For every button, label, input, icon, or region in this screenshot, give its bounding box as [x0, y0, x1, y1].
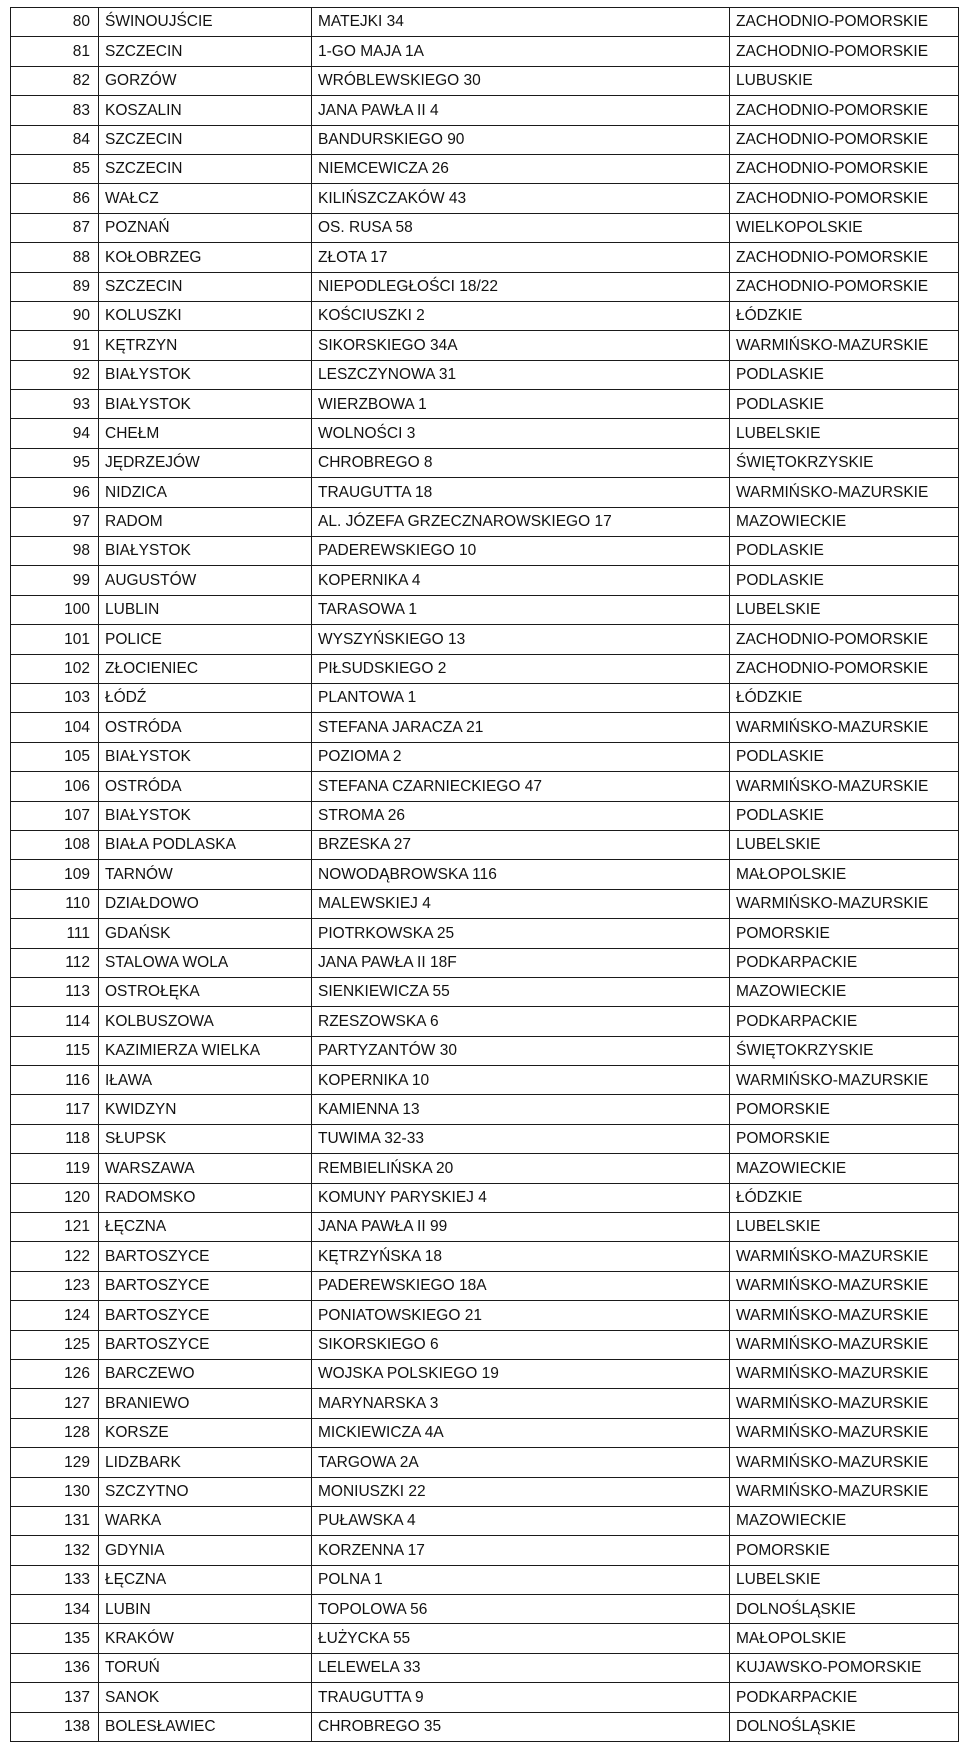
city-cell: BOLESŁAWIEC	[99, 1712, 312, 1741]
city-cell: RADOM	[99, 507, 312, 536]
street-address-cell: TARGOWA 2A	[312, 1448, 730, 1477]
table-row	[11, 1595, 959, 1624]
row-number-cell: 131	[11, 1506, 99, 1535]
row-number-cell: 104	[11, 713, 99, 742]
voivodeship-cell: WARMIŃSKO-MAZURSKIE	[730, 1271, 959, 1300]
street-address-cell: RZESZOWSKA 6	[312, 1007, 730, 1036]
row-number-cell: 100	[11, 595, 99, 624]
voivodeship-cell: WARMIŃSKO-MAZURSKIE	[730, 1359, 959, 1388]
row-number-cell: 113	[11, 977, 99, 1006]
row-number-cell: 87	[11, 213, 99, 242]
city-cell: KORSZE	[99, 1418, 312, 1447]
table-row	[11, 654, 959, 683]
voivodeship-cell: LUBELSKIE	[730, 419, 959, 448]
table-row	[11, 184, 959, 213]
table-row	[11, 301, 959, 330]
row-number-cell: 117	[11, 1095, 99, 1124]
city-cell: OSTROŁĘKA	[99, 977, 312, 1006]
street-address-cell: BANDURSKIEGO 90	[312, 125, 730, 154]
city-cell: LIDZBARK	[99, 1448, 312, 1477]
city-cell: GDAŃSK	[99, 919, 312, 948]
table-row	[11, 390, 959, 419]
city-cell: KĘTRZYN	[99, 331, 312, 360]
table-row	[11, 243, 959, 272]
street-address-cell: KĘTRZYŃSKA 18	[312, 1242, 730, 1271]
street-address-cell: SIKORSKIEGO 6	[312, 1330, 730, 1359]
city-cell: POLICE	[99, 625, 312, 654]
row-number-cell: 103	[11, 683, 99, 712]
street-address-cell: KORZENNA 17	[312, 1536, 730, 1565]
row-number-cell: 121	[11, 1213, 99, 1242]
voivodeship-cell: PODLASKIE	[730, 390, 959, 419]
table-row	[11, 1418, 959, 1447]
row-number-cell: 101	[11, 625, 99, 654]
street-address-cell: PADEREWSKIEGO 10	[312, 537, 730, 566]
street-address-cell: ŁUŻYCKA 55	[312, 1624, 730, 1653]
city-cell: ZŁOCIENIEC	[99, 654, 312, 683]
table-row	[11, 977, 959, 1006]
street-address-cell: SIKORSKIEGO 34A	[312, 331, 730, 360]
street-address-cell: JANA PAWŁA II 18F	[312, 948, 730, 977]
table-row	[11, 948, 959, 977]
city-cell: IŁAWA	[99, 1066, 312, 1095]
voivodeship-cell: PODLASKIE	[730, 360, 959, 389]
table-row	[11, 507, 959, 536]
voivodeship-cell: MAZOWIECKIE	[730, 977, 959, 1006]
street-address-cell: TARASOWA 1	[312, 595, 730, 624]
city-cell: BIAŁYSTOK	[99, 360, 312, 389]
voivodeship-cell: WARMIŃSKO-MAZURSKIE	[730, 1330, 959, 1359]
table-row	[11, 1330, 959, 1359]
table-row	[11, 331, 959, 360]
city-cell: BARCZEWO	[99, 1359, 312, 1388]
table-row	[11, 595, 959, 624]
street-address-cell: OS. RUSA 58	[312, 213, 730, 242]
table-row	[11, 1124, 959, 1153]
table-row	[11, 1242, 959, 1271]
city-cell: ŚWINOUJŚCIE	[99, 8, 312, 37]
voivodeship-cell: ZACHODNIO-POMORSKIE	[730, 243, 959, 272]
street-address-cell: KILIŃSZCZAKÓW 43	[312, 184, 730, 213]
table-row	[11, 1565, 959, 1594]
street-address-cell: PUŁAWSKA 4	[312, 1506, 730, 1535]
city-cell: KOLBUSZOWA	[99, 1007, 312, 1036]
street-address-cell: PADEREWSKIEGO 18A	[312, 1271, 730, 1300]
street-address-cell: JANA PAWŁA II 4	[312, 96, 730, 125]
street-address-cell: MONIUSZKI 22	[312, 1477, 730, 1506]
row-number-cell: 110	[11, 889, 99, 918]
city-cell: WARSZAWA	[99, 1154, 312, 1183]
row-number-cell: 135	[11, 1624, 99, 1653]
row-number-cell: 120	[11, 1183, 99, 1212]
voivodeship-cell: LUBELSKIE	[730, 1213, 959, 1242]
city-cell: STALOWA WOLA	[99, 948, 312, 977]
voivodeship-cell: MAZOWIECKIE	[730, 507, 959, 536]
row-number-cell: 130	[11, 1477, 99, 1506]
voivodeship-cell: MAZOWIECKIE	[730, 1154, 959, 1183]
street-address-cell: MICKIEWICZA 4A	[312, 1418, 730, 1447]
table-row	[11, 1036, 959, 1065]
city-cell: SZCZECIN	[99, 272, 312, 301]
street-address-cell: KAMIENNA 13	[312, 1095, 730, 1124]
row-number-cell: 127	[11, 1389, 99, 1418]
voivodeship-cell: ZACHODNIO-POMORSKIE	[730, 8, 959, 37]
city-cell: KOLUSZKI	[99, 301, 312, 330]
city-cell: BARTOSZYCE	[99, 1242, 312, 1271]
street-address-cell: WOLNOŚCI 3	[312, 419, 730, 448]
voivodeship-cell: LUBUSKIE	[730, 66, 959, 95]
row-number-cell: 125	[11, 1330, 99, 1359]
row-number-cell: 138	[11, 1712, 99, 1741]
city-cell: AUGUSTÓW	[99, 566, 312, 595]
voivodeship-cell: WARMIŃSKO-MAZURSKIE	[730, 1477, 959, 1506]
city-cell: BARTOSZYCE	[99, 1330, 312, 1359]
row-number-cell: 118	[11, 1124, 99, 1153]
table-row	[11, 1536, 959, 1565]
table-row	[11, 1183, 959, 1212]
row-number-cell: 119	[11, 1154, 99, 1183]
row-number-cell: 92	[11, 360, 99, 389]
row-number-cell: 102	[11, 654, 99, 683]
voivodeship-cell: MAŁOPOLSKIE	[730, 860, 959, 889]
voivodeship-cell: WARMIŃSKO-MAZURSKIE	[730, 1242, 959, 1271]
voivodeship-cell: PODKARPACKIE	[730, 948, 959, 977]
table-row	[11, 8, 959, 37]
table-row	[11, 419, 959, 448]
row-number-cell: 91	[11, 331, 99, 360]
voivodeship-cell: WARMIŃSKO-MAZURSKIE	[730, 1301, 959, 1330]
city-cell: TARNÓW	[99, 860, 312, 889]
street-address-cell: AL. JÓZEFA GRZECZNAROWSKIEGO 17	[312, 507, 730, 536]
voivodeship-cell: PODKARPACKIE	[730, 1683, 959, 1712]
table-row	[11, 830, 959, 859]
row-number-cell: 116	[11, 1066, 99, 1095]
city-cell: DZIAŁDOWO	[99, 889, 312, 918]
row-number-cell: 122	[11, 1242, 99, 1271]
row-number-cell: 98	[11, 537, 99, 566]
row-number-cell: 126	[11, 1359, 99, 1388]
voivodeship-cell: ŁÓDZKIE	[730, 683, 959, 712]
row-number-cell: 88	[11, 243, 99, 272]
street-address-cell: CHROBREGO 35	[312, 1712, 730, 1741]
row-number-cell: 94	[11, 419, 99, 448]
voivodeship-cell: PODKARPACKIE	[730, 1007, 959, 1036]
row-number-cell: 108	[11, 830, 99, 859]
city-cell: BARTOSZYCE	[99, 1301, 312, 1330]
voivodeship-cell: POMORSKIE	[730, 919, 959, 948]
table-row	[11, 1653, 959, 1682]
city-cell: BIAŁA PODLASKA	[99, 830, 312, 859]
street-address-cell: WOJSKA POLSKIEGO 19	[312, 1359, 730, 1388]
city-cell: GORZÓW	[99, 66, 312, 95]
row-number-cell: 123	[11, 1271, 99, 1300]
voivodeship-cell: WARMIŃSKO-MAZURSKIE	[730, 331, 959, 360]
table-row	[11, 1624, 959, 1653]
table-row	[11, 1095, 959, 1124]
street-address-cell: TRAUGUTTA 9	[312, 1683, 730, 1712]
city-cell: TORUŃ	[99, 1653, 312, 1682]
street-address-cell: REMBIELIŃSKA 20	[312, 1154, 730, 1183]
table-row	[11, 448, 959, 477]
row-number-cell: 95	[11, 448, 99, 477]
street-address-cell: STEFANA CZARNIECKIEGO 47	[312, 772, 730, 801]
street-address-cell: WIERZBOWA 1	[312, 390, 730, 419]
row-number-cell: 93	[11, 390, 99, 419]
row-number-cell: 96	[11, 478, 99, 507]
voivodeship-cell: WIELKOPOLSKIE	[730, 213, 959, 242]
city-cell: OSTRÓDA	[99, 772, 312, 801]
street-address-cell: ZŁOTA 17	[312, 243, 730, 272]
voivodeship-cell: POMORSKIE	[730, 1124, 959, 1153]
voivodeship-cell: WARMIŃSKO-MAZURSKIE	[730, 772, 959, 801]
row-number-cell: 99	[11, 566, 99, 595]
voivodeship-cell: WARMIŃSKO-MAZURSKIE	[730, 478, 959, 507]
street-address-cell: MALEWSKIEJ 4	[312, 889, 730, 918]
table-row	[11, 537, 959, 566]
table-row	[11, 1389, 959, 1418]
voivodeship-cell: MAZOWIECKIE	[730, 1506, 959, 1535]
table-row	[11, 801, 959, 830]
voivodeship-cell: ZACHODNIO-POMORSKIE	[730, 272, 959, 301]
city-cell: BIAŁYSTOK	[99, 742, 312, 771]
voivodeship-cell: WARMIŃSKO-MAZURSKIE	[730, 1418, 959, 1447]
voivodeship-cell: WARMIŃSKO-MAZURSKIE	[730, 713, 959, 742]
table-row	[11, 96, 959, 125]
table-row	[11, 1506, 959, 1535]
street-address-cell: 1-GO MAJA 1A	[312, 37, 730, 66]
street-address-cell: JANA PAWŁA II 99	[312, 1213, 730, 1242]
city-cell: ŁĘCZNA	[99, 1213, 312, 1242]
row-number-cell: 115	[11, 1036, 99, 1065]
table-row	[11, 1271, 959, 1300]
table-row	[11, 566, 959, 595]
street-address-cell: STROMA 26	[312, 801, 730, 830]
street-address-cell: STEFANA JARACZA 21	[312, 713, 730, 742]
city-cell: BIAŁYSTOK	[99, 537, 312, 566]
row-number-cell: 132	[11, 1536, 99, 1565]
voivodeship-cell: ŁÓDZKIE	[730, 1183, 959, 1212]
city-cell: ŁĘCZNA	[99, 1565, 312, 1594]
street-address-cell: PONIATOWSKIEGO 21	[312, 1301, 730, 1330]
table-row	[11, 713, 959, 742]
row-number-cell: 112	[11, 948, 99, 977]
row-number-cell: 81	[11, 37, 99, 66]
voivodeship-cell: POMORSKIE	[730, 1095, 959, 1124]
table-row	[11, 66, 959, 95]
voivodeship-cell: MAŁOPOLSKIE	[730, 1624, 959, 1653]
street-address-cell: NIEMCEWICZA 26	[312, 154, 730, 183]
city-cell: JĘDRZEJÓW	[99, 448, 312, 477]
street-address-cell: KOPERNIKA 4	[312, 566, 730, 595]
city-cell: NIDZICA	[99, 478, 312, 507]
row-number-cell: 82	[11, 66, 99, 95]
row-number-cell: 90	[11, 301, 99, 330]
table-row	[11, 37, 959, 66]
document-page	[10, 7, 958, 1742]
voivodeship-cell: ZACHODNIO-POMORSKIE	[730, 154, 959, 183]
table-row	[11, 360, 959, 389]
city-cell: KOSZALIN	[99, 96, 312, 125]
voivodeship-cell: KUJAWSKO-POMORSKIE	[730, 1653, 959, 1682]
city-cell: KOŁOBRZEG	[99, 243, 312, 272]
table-row	[11, 125, 959, 154]
city-cell: ŁÓDŹ	[99, 683, 312, 712]
table-row	[11, 213, 959, 242]
row-number-cell: 111	[11, 919, 99, 948]
table-row	[11, 1154, 959, 1183]
voivodeship-cell: DOLNOŚLĄSKIE	[730, 1712, 959, 1741]
voivodeship-cell: ZACHODNIO-POMORSKIE	[730, 184, 959, 213]
row-number-cell: 97	[11, 507, 99, 536]
table-row	[11, 889, 959, 918]
city-cell: SANOK	[99, 1683, 312, 1712]
street-address-cell: TUWIMA 32-33	[312, 1124, 730, 1153]
voivodeship-cell: WARMIŃSKO-MAZURSKIE	[730, 1448, 959, 1477]
voivodeship-cell: ZACHODNIO-POMORSKIE	[730, 125, 959, 154]
street-address-cell: WYSZYŃSKIEGO 13	[312, 625, 730, 654]
street-address-cell: KOPERNIKA 10	[312, 1066, 730, 1095]
row-number-cell: 128	[11, 1418, 99, 1447]
voivodeship-cell: LUBELSKIE	[730, 1565, 959, 1594]
street-address-cell: CHROBREGO 8	[312, 448, 730, 477]
street-address-cell: PIŁSUDSKIEGO 2	[312, 654, 730, 683]
table-row	[11, 1066, 959, 1095]
street-address-cell: NOWODĄBROWSKA 116	[312, 860, 730, 889]
city-cell: KAZIMIERZA WIELKA	[99, 1036, 312, 1065]
table-row	[11, 1007, 959, 1036]
street-address-cell: PARTYZANTÓW 30	[312, 1036, 730, 1065]
city-cell: SZCZECIN	[99, 154, 312, 183]
table-row	[11, 772, 959, 801]
street-address-cell: BRZESKA 27	[312, 830, 730, 859]
row-number-cell: 84	[11, 125, 99, 154]
street-address-cell: MARYNARSKA 3	[312, 1389, 730, 1418]
table-body	[11, 8, 959, 1742]
table-row	[11, 1359, 959, 1388]
street-address-cell: LELEWELA 33	[312, 1653, 730, 1682]
voivodeship-cell: WARMIŃSKO-MAZURSKIE	[730, 889, 959, 918]
table-row	[11, 742, 959, 771]
voivodeship-cell: PODLASKIE	[730, 801, 959, 830]
city-cell: LUBLIN	[99, 595, 312, 624]
street-address-cell: POZIOMA 2	[312, 742, 730, 771]
table-row	[11, 683, 959, 712]
street-address-cell: TRAUGUTTA 18	[312, 478, 730, 507]
city-cell: CHEŁM	[99, 419, 312, 448]
voivodeship-cell: ZACHODNIO-POMORSKIE	[730, 654, 959, 683]
table-row	[11, 1213, 959, 1242]
table-row	[11, 154, 959, 183]
row-number-cell: 89	[11, 272, 99, 301]
voivodeship-cell: PODLASKIE	[730, 742, 959, 771]
street-address-cell: POLNA 1	[312, 1565, 730, 1594]
voivodeship-cell: ŚWIĘTOKRZYSKIE	[730, 448, 959, 477]
voivodeship-cell: ZACHODNIO-POMORSKIE	[730, 625, 959, 654]
city-cell: SŁUPSK	[99, 1124, 312, 1153]
table-row	[11, 1301, 959, 1330]
voivodeship-cell: LUBELSKIE	[730, 595, 959, 624]
table-row	[11, 860, 959, 889]
city-cell: RADOMSKO	[99, 1183, 312, 1212]
table-row	[11, 919, 959, 948]
street-address-cell: TOPOLOWA 56	[312, 1595, 730, 1624]
voivodeship-cell: DOLNOŚLĄSKIE	[730, 1595, 959, 1624]
row-number-cell: 124	[11, 1301, 99, 1330]
city-cell: SZCZYTNO	[99, 1477, 312, 1506]
voivodeship-cell: ZACHODNIO-POMORSKIE	[730, 37, 959, 66]
table-row	[11, 1712, 959, 1741]
city-cell: WAŁCZ	[99, 184, 312, 213]
row-number-cell: 109	[11, 860, 99, 889]
row-number-cell: 136	[11, 1653, 99, 1682]
street-address-cell: NIEPODLEGŁOŚCI 18/22	[312, 272, 730, 301]
voivodeship-cell: ŁÓDZKIE	[730, 301, 959, 330]
street-address-cell: KOŚCIUSZKI 2	[312, 301, 730, 330]
table-row	[11, 1448, 959, 1477]
row-number-cell: 133	[11, 1565, 99, 1594]
city-cell: BRANIEWO	[99, 1389, 312, 1418]
city-cell: POZNAŃ	[99, 213, 312, 242]
locations-table	[10, 7, 959, 1742]
street-address-cell: WRÓBLEWSKIEGO 30	[312, 66, 730, 95]
table-row	[11, 1683, 959, 1712]
table-row	[11, 478, 959, 507]
voivodeship-cell: PODLASKIE	[730, 537, 959, 566]
voivodeship-cell: ŚWIĘTOKRZYSKIE	[730, 1036, 959, 1065]
street-address-cell: LESZCZYNOWA 31	[312, 360, 730, 389]
row-number-cell: 106	[11, 772, 99, 801]
city-cell: BARTOSZYCE	[99, 1271, 312, 1300]
city-cell: KRAKÓW	[99, 1624, 312, 1653]
row-number-cell: 86	[11, 184, 99, 213]
voivodeship-cell: LUBELSKIE	[730, 830, 959, 859]
table-row	[11, 272, 959, 301]
row-number-cell: 137	[11, 1683, 99, 1712]
row-number-cell: 80	[11, 8, 99, 37]
city-cell: SZCZECIN	[99, 37, 312, 66]
street-address-cell: KOMUNY PARYSKIEJ 4	[312, 1183, 730, 1212]
row-number-cell: 107	[11, 801, 99, 830]
city-cell: SZCZECIN	[99, 125, 312, 154]
voivodeship-cell: ZACHODNIO-POMORSKIE	[730, 96, 959, 125]
city-cell: KWIDZYN	[99, 1095, 312, 1124]
voivodeship-cell: WARMIŃSKO-MAZURSKIE	[730, 1066, 959, 1095]
voivodeship-cell: POMORSKIE	[730, 1536, 959, 1565]
voivodeship-cell: WARMIŃSKO-MAZURSKIE	[730, 1389, 959, 1418]
city-cell: GDYNIA	[99, 1536, 312, 1565]
street-address-cell: MATEJKI 34	[312, 8, 730, 37]
row-number-cell: 105	[11, 742, 99, 771]
row-number-cell: 83	[11, 96, 99, 125]
table-row	[11, 625, 959, 654]
street-address-cell: SIENKIEWICZA 55	[312, 977, 730, 1006]
row-number-cell: 85	[11, 154, 99, 183]
row-number-cell: 114	[11, 1007, 99, 1036]
city-cell: WARKA	[99, 1506, 312, 1535]
city-cell: LUBIN	[99, 1595, 312, 1624]
city-cell: OSTRÓDA	[99, 713, 312, 742]
table-row	[11, 1477, 959, 1506]
city-cell: BIAŁYSTOK	[99, 390, 312, 419]
city-cell: BIAŁYSTOK	[99, 801, 312, 830]
street-address-cell: PLANTOWA 1	[312, 683, 730, 712]
row-number-cell: 129	[11, 1448, 99, 1477]
street-address-cell: PIOTRKOWSKA 25	[312, 919, 730, 948]
row-number-cell: 134	[11, 1595, 99, 1624]
voivodeship-cell: PODLASKIE	[730, 566, 959, 595]
